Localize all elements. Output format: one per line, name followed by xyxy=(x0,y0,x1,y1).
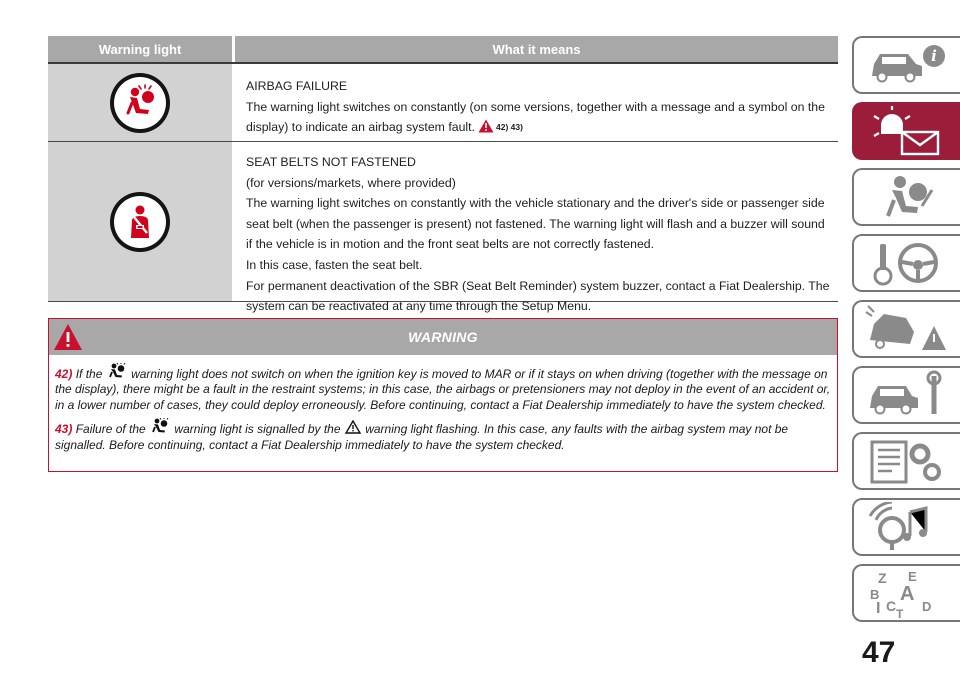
note-number: 43) xyxy=(55,422,73,437)
sidebar-tab-multimedia[interactable] xyxy=(852,498,960,556)
row-title: AIRBAG FAILURE xyxy=(246,79,348,93)
index-letter: B xyxy=(870,587,880,602)
emergency-icon xyxy=(862,304,952,354)
sidebar-tab-index[interactable] xyxy=(852,564,960,622)
car-info-icon xyxy=(862,42,952,88)
header-warning-light: Warning light xyxy=(98,41,182,57)
technical-data-icon xyxy=(862,436,952,486)
row-title: SEAT BELTS NOT FASTENED xyxy=(246,155,416,169)
seat-belt-warning-icon xyxy=(110,192,170,252)
description-text: (for versions/markets, where provided) xyxy=(246,175,456,190)
airbag-warning-icon xyxy=(110,73,170,133)
airbag-icon xyxy=(150,418,170,434)
starting-driving-icon xyxy=(862,238,952,288)
warning-triangle-icon xyxy=(53,323,83,351)
description-text: seat belt (when the passenger is present) not fastened. The warning light will flash and a buzzer will sound xyxy=(246,216,825,231)
table-header xyxy=(48,36,838,64)
multimedia-icon xyxy=(862,502,952,552)
warning-title: WARNING xyxy=(408,329,478,345)
header-what-it-means: What it means xyxy=(232,36,838,62)
warning-note: 42) If the warning light does not switch on when the ignition key is moved to MAR or if it stays on when driving (together with the message on the display), there might be a fault in the restraint systems; in this case, the airbags or pretensioners may not deploy in the event of an accident or, in a lower number of cases, they could deploy erroneously. Before continuing, contact a Fiat Dealership immediately to have the system checked. xyxy=(55,363,831,413)
warning-lights-messages-icon xyxy=(862,106,952,156)
description-cell xyxy=(232,64,838,141)
description-text: display) to indicate an airbag system fault. xyxy=(246,120,475,135)
sidebar-tab-car-info[interactable] xyxy=(852,36,960,94)
description-text: For permanent deactivation of the SBR (Seat Belt Reminder) system buzzer, contact a Fiat Dealership. The xyxy=(246,278,830,293)
index-letter: A xyxy=(900,583,915,605)
sidebar-tab-warning-lights-messages[interactable] xyxy=(852,102,960,160)
airbag-icon xyxy=(107,363,127,379)
description-text: In this case, fasten the seat belt. xyxy=(246,257,423,272)
sidebar-tab-emergency[interactable] xyxy=(852,300,960,358)
sidebar-tab-technical-data[interactable] xyxy=(852,432,960,490)
sidebar-tab-maintenance[interactable] xyxy=(852,366,960,424)
icon-cell xyxy=(48,64,232,141)
description-cell xyxy=(232,142,838,314)
svg-text:i: i xyxy=(931,47,937,65)
safety-airbag-icon xyxy=(862,172,952,222)
table-row xyxy=(48,142,838,314)
warning-triangle-icon xyxy=(478,119,494,133)
index-letter: E xyxy=(908,569,917,584)
note-references: 42) 43) xyxy=(495,122,523,133)
description-text: if the vehicle is in motion and the front seat belts are not correctly fastened. xyxy=(246,237,655,252)
page-number: 47 xyxy=(862,636,896,669)
description-text: The warning light switches on constantly with the vehicle stationary and the driver's side or passenger side xyxy=(246,196,825,211)
warning-note: 43) Failure of the warning light is signalled by the warning light flashing. In this case, any faults with the airbag system may not be signalled. Before continuing, contact a Fiat Dealership immediately to have the system checked. xyxy=(55,418,831,453)
warning-lights-table xyxy=(48,36,838,314)
index-letter: Z xyxy=(878,570,887,586)
description-text: The warning light switches on constantly (on some versions, together with a message and a symbol on the xyxy=(246,99,825,114)
warning-box xyxy=(48,318,838,472)
index-icon xyxy=(862,567,952,619)
index-letter: D xyxy=(922,599,932,614)
table-row xyxy=(48,64,838,142)
warning-header xyxy=(49,319,837,355)
index-letter: C xyxy=(886,598,897,614)
icon-cell xyxy=(48,142,232,301)
maintenance-icon xyxy=(862,370,952,420)
warning-body xyxy=(49,355,837,453)
sidebar-tab-safety[interactable] xyxy=(852,168,960,226)
description-text: system can be reactivated at any time through the Setup Menu. xyxy=(246,299,592,314)
index-letter: I xyxy=(876,600,881,617)
warning-triangle-icon xyxy=(345,420,361,434)
sidebar-tab-starting-driving[interactable] xyxy=(852,234,960,292)
index-letter: T xyxy=(896,607,904,619)
note-number: 42) xyxy=(55,367,73,381)
